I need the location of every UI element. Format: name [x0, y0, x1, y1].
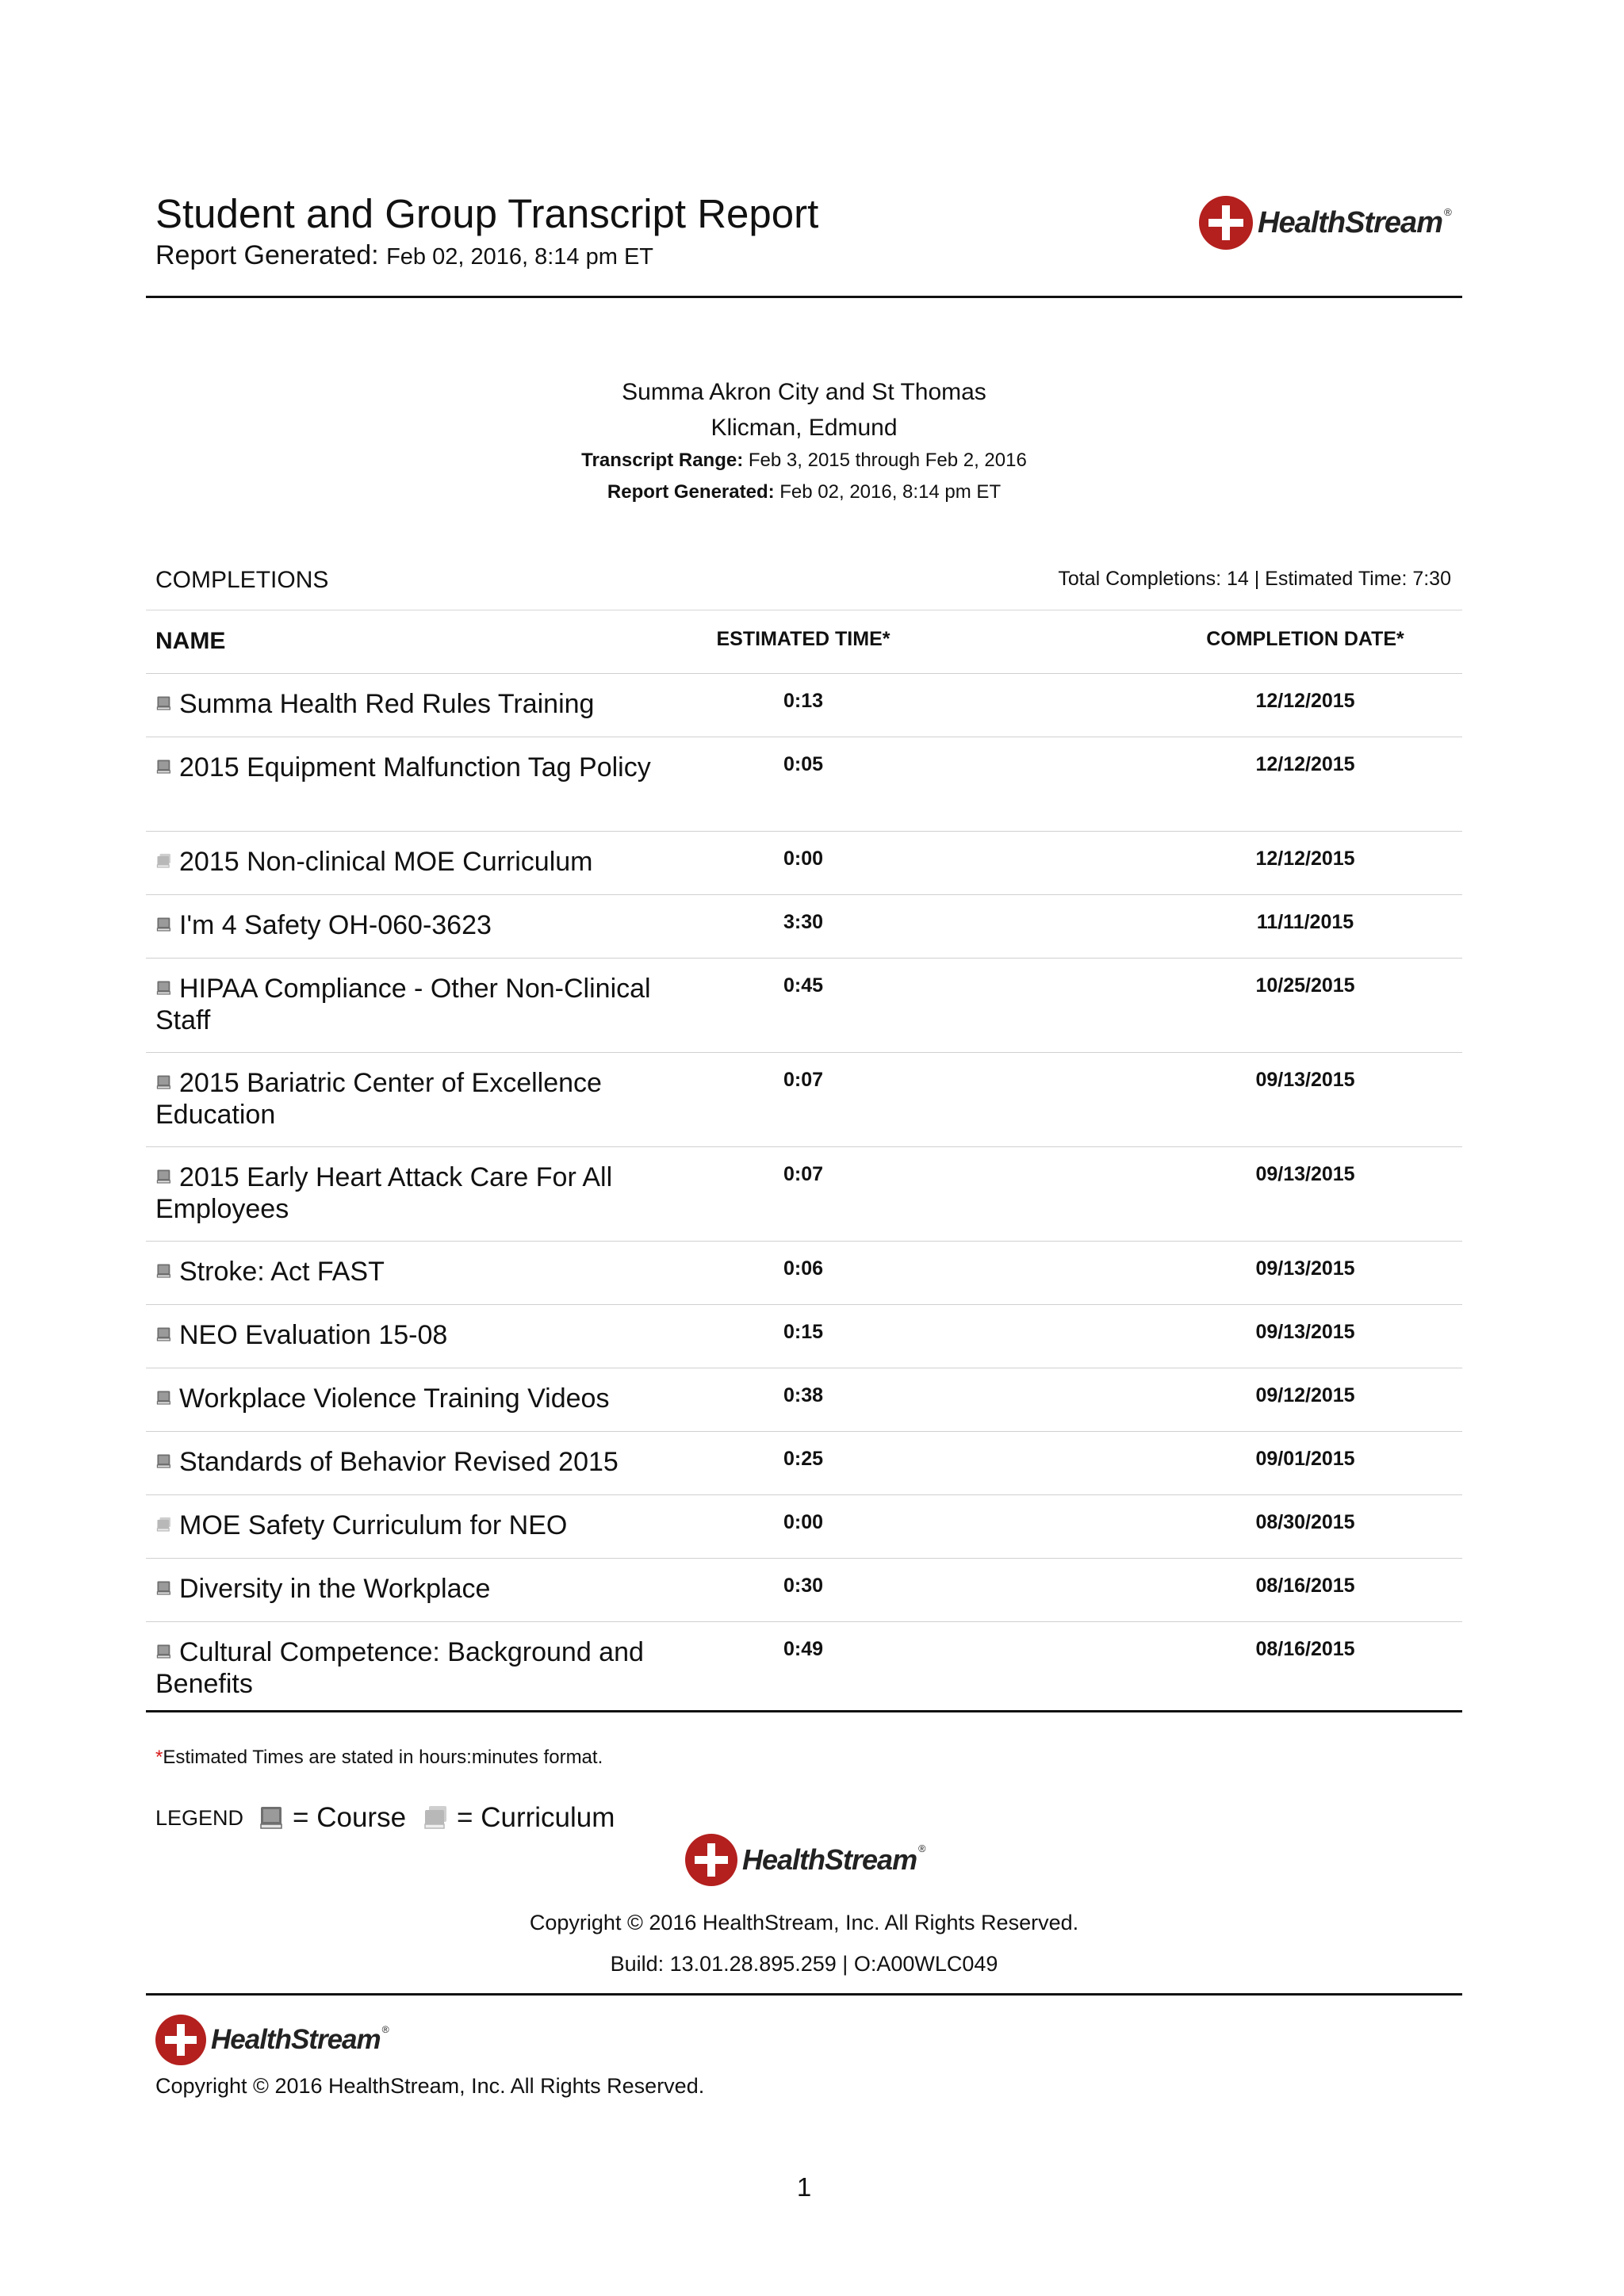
healthstream-cross-icon [685, 1834, 737, 1886]
estimated-time-cell: 0:15 [783, 1321, 824, 1343]
course-name-text: Cultural Competence: Background and Benefits [155, 1637, 644, 1699]
course-name [155, 1067, 679, 1131]
legend-label: LEGEND [155, 1805, 244, 1830]
transcript-range-label: Transcript Range: [581, 450, 744, 471]
student-name: Klicman, Edmund [710, 415, 898, 441]
healthstream-logo-header: HealthStream ® [1199, 196, 1451, 250]
column-header-estimated-time: ESTIMATED TIME* [716, 628, 891, 650]
info-report-generated [146, 481, 1462, 503]
organization-name: Summa Akron City and St Thomas [622, 379, 986, 405]
completion-date-cell: 08/30/2015 [1255, 1511, 1355, 1533]
column-header-name: NAME [155, 628, 226, 654]
healthstream-logo-bottom: HealthStream ® [155, 2015, 389, 2065]
footer-divider [146, 1993, 1462, 1996]
completion-date-cell: 09/13/2015 [1255, 1069, 1355, 1091]
completion-date-cell: 08/16/2015 [1255, 1575, 1355, 1597]
legend-course: = Course [293, 1802, 407, 1833]
course-name-text: 2015 Equipment Malfunction Tag Policy [179, 752, 651, 783]
table-row [146, 1494, 1462, 1559]
course-name-text: HIPAA Compliance - Other Non-Clinical Staff [155, 974, 651, 1035]
table-row [146, 673, 1462, 737]
brand-name: HealthStream [742, 1843, 917, 1876]
report-generated-label: Report Generated: [155, 240, 379, 270]
course-book-icon [155, 1326, 173, 1343]
estimated-time-cell: 0:05 [783, 753, 824, 775]
page-number: 1 [796, 2172, 812, 2202]
course-book-icon [155, 1389, 173, 1406]
completion-date-cell: 08/16/2015 [1255, 1638, 1355, 1660]
legend [155, 1802, 630, 1834]
estimated-time-cell: 0:07 [783, 1069, 824, 1091]
info-generated-label: Report Generated: [607, 481, 775, 503]
completion-date-cell: 12/12/2015 [1255, 753, 1355, 775]
healthstream-cross-icon [155, 2015, 206, 2065]
course-name [155, 1161, 679, 1225]
completion-date-cell: 09/12/2015 [1255, 1384, 1355, 1406]
report-title: Student and Group Transcript Report [155, 191, 819, 236]
course-name-text: 2015 Early Heart Attack Care For All Employees [155, 1162, 613, 1224]
healthstream-logo-footer: HealthStream ® [685, 1834, 925, 1886]
course-book-icon [155, 1168, 173, 1185]
curriculum-books-icon [422, 1804, 450, 1831]
table-row [146, 1052, 1462, 1147]
course-name-text: Standards of Behavior Revised 2015 [179, 1447, 619, 1477]
estimated-time-cell: 3:30 [783, 911, 824, 933]
healthstream-cross-icon [1199, 196, 1253, 250]
course-name-text: Workplace Violence Training Videos [179, 1383, 610, 1414]
footer-copyright: Copyright © 2016 HealthStream, Inc. All Rights Reserved. [529, 1911, 1079, 1934]
completion-date-cell: 10/25/2015 [1255, 974, 1355, 997]
course-name [155, 909, 679, 941]
course-name [155, 752, 679, 783]
course-name-text: I'm 4 Safety OH-060-3623 [179, 910, 492, 940]
course-book-icon [155, 758, 173, 775]
course-book-icon [155, 916, 173, 933]
completion-date-cell: 12/12/2015 [1255, 690, 1355, 712]
estimated-time-cell: 0:30 [783, 1575, 824, 1597]
course-book-icon [155, 1452, 173, 1470]
table-row [146, 958, 1462, 1053]
completion-date-cell: 09/13/2015 [1255, 1321, 1355, 1343]
completions-section-label: COMPLETIONS [155, 567, 329, 593]
course-name [155, 688, 679, 720]
course-name [155, 846, 679, 878]
course-name-text: 2015 Bariatric Center of Excellence Education [155, 1068, 602, 1130]
estimated-time-cell: 0:45 [783, 974, 824, 997]
course-book-icon [155, 1643, 173, 1660]
course-name [155, 1446, 679, 1478]
footer-build: Build: 13.01.28.895.259 | O:A00WLC049 [610, 1952, 998, 1976]
estimated-time-cell: 0:38 [783, 1384, 824, 1406]
report-generated-value: Feb 02, 2016, 8:14 pm ET [386, 244, 654, 270]
transcript-range [146, 450, 1462, 472]
course-name [155, 1256, 679, 1288]
transcript-range-value: Feb 3, 2015 through Feb 2, 2016 [748, 450, 1027, 471]
column-header-completion-date: COMPLETION DATE* [1206, 628, 1404, 650]
estimated-time-cell: 0:00 [783, 1511, 824, 1533]
table-row [146, 1558, 1462, 1622]
completion-date-cell: 11/11/2015 [1256, 911, 1354, 933]
bottom-copyright: Copyright © 2016 HealthStream, Inc. All Rights Reserved. [155, 2074, 705, 2098]
course-book-icon [155, 979, 173, 997]
completion-date-cell: 12/12/2015 [1255, 848, 1355, 870]
course-name [155, 1573, 679, 1605]
course-name [155, 973, 679, 1036]
note-text: Estimated Times are stated in hours:minutes format. [163, 1747, 603, 1768]
course-name-text: MOE Safety Curriculum for NEO [179, 1510, 568, 1540]
info-generated-value: Feb 02, 2016, 8:14 pm ET [779, 481, 1002, 503]
completion-date-cell: 09/13/2015 [1255, 1257, 1355, 1280]
curriculum-books-icon [155, 1516, 173, 1533]
brand-name: HealthStream [1258, 205, 1442, 239]
completions-totals: Total Completions: 14 | Estimated Time: 7:30 [1058, 568, 1451, 590]
completion-date-cell: 09/01/2015 [1255, 1448, 1355, 1470]
estimated-time-cell: 0:13 [783, 690, 824, 712]
course-name-text: NEO Evaluation 15-08 [179, 1320, 448, 1350]
estimated-time-note [155, 1747, 603, 1769]
report-generated [155, 240, 653, 271]
table-row [146, 1621, 1462, 1711]
course-name-text: 2015 Non-clinical MOE Curriculum [179, 847, 593, 877]
course-name-text: Summa Health Red Rules Training [179, 689, 595, 719]
course-name [155, 1383, 679, 1414]
course-name [155, 1319, 679, 1351]
header-divider [146, 296, 1462, 298]
table-row [146, 1146, 1462, 1242]
course-name [155, 1636, 679, 1700]
table-row [146, 1431, 1462, 1495]
table-row [146, 831, 1462, 895]
course-book-icon [155, 1073, 173, 1091]
estimated-time-cell: 0:07 [783, 1163, 824, 1185]
table-row [146, 1368, 1462, 1432]
course-name-text: Diversity in the Workplace [179, 1574, 491, 1604]
course-name [155, 1510, 679, 1541]
table-row [146, 1304, 1462, 1368]
course-name-text: Stroke: Act FAST [179, 1257, 385, 1287]
estimated-time-cell: 0:06 [783, 1257, 824, 1280]
course-book-icon [258, 1804, 286, 1831]
brand-name: HealthStream [211, 2024, 381, 2055]
completion-date-cell: 09/13/2015 [1255, 1163, 1355, 1185]
note-asterisk: * [155, 1747, 163, 1768]
course-book-icon [155, 695, 173, 712]
estimated-time-cell: 0:49 [783, 1638, 824, 1660]
legend-curriculum: = Curriculum [457, 1802, 615, 1833]
table-row [146, 1241, 1462, 1305]
table-row [146, 894, 1462, 959]
estimated-time-cell: 0:25 [783, 1448, 824, 1470]
estimated-time-cell: 0:00 [783, 848, 824, 870]
curriculum-books-icon [155, 852, 173, 870]
table-bottom-divider [146, 1710, 1462, 1712]
course-book-icon [155, 1579, 173, 1597]
table-row [146, 737, 1462, 832]
course-book-icon [155, 1262, 173, 1280]
